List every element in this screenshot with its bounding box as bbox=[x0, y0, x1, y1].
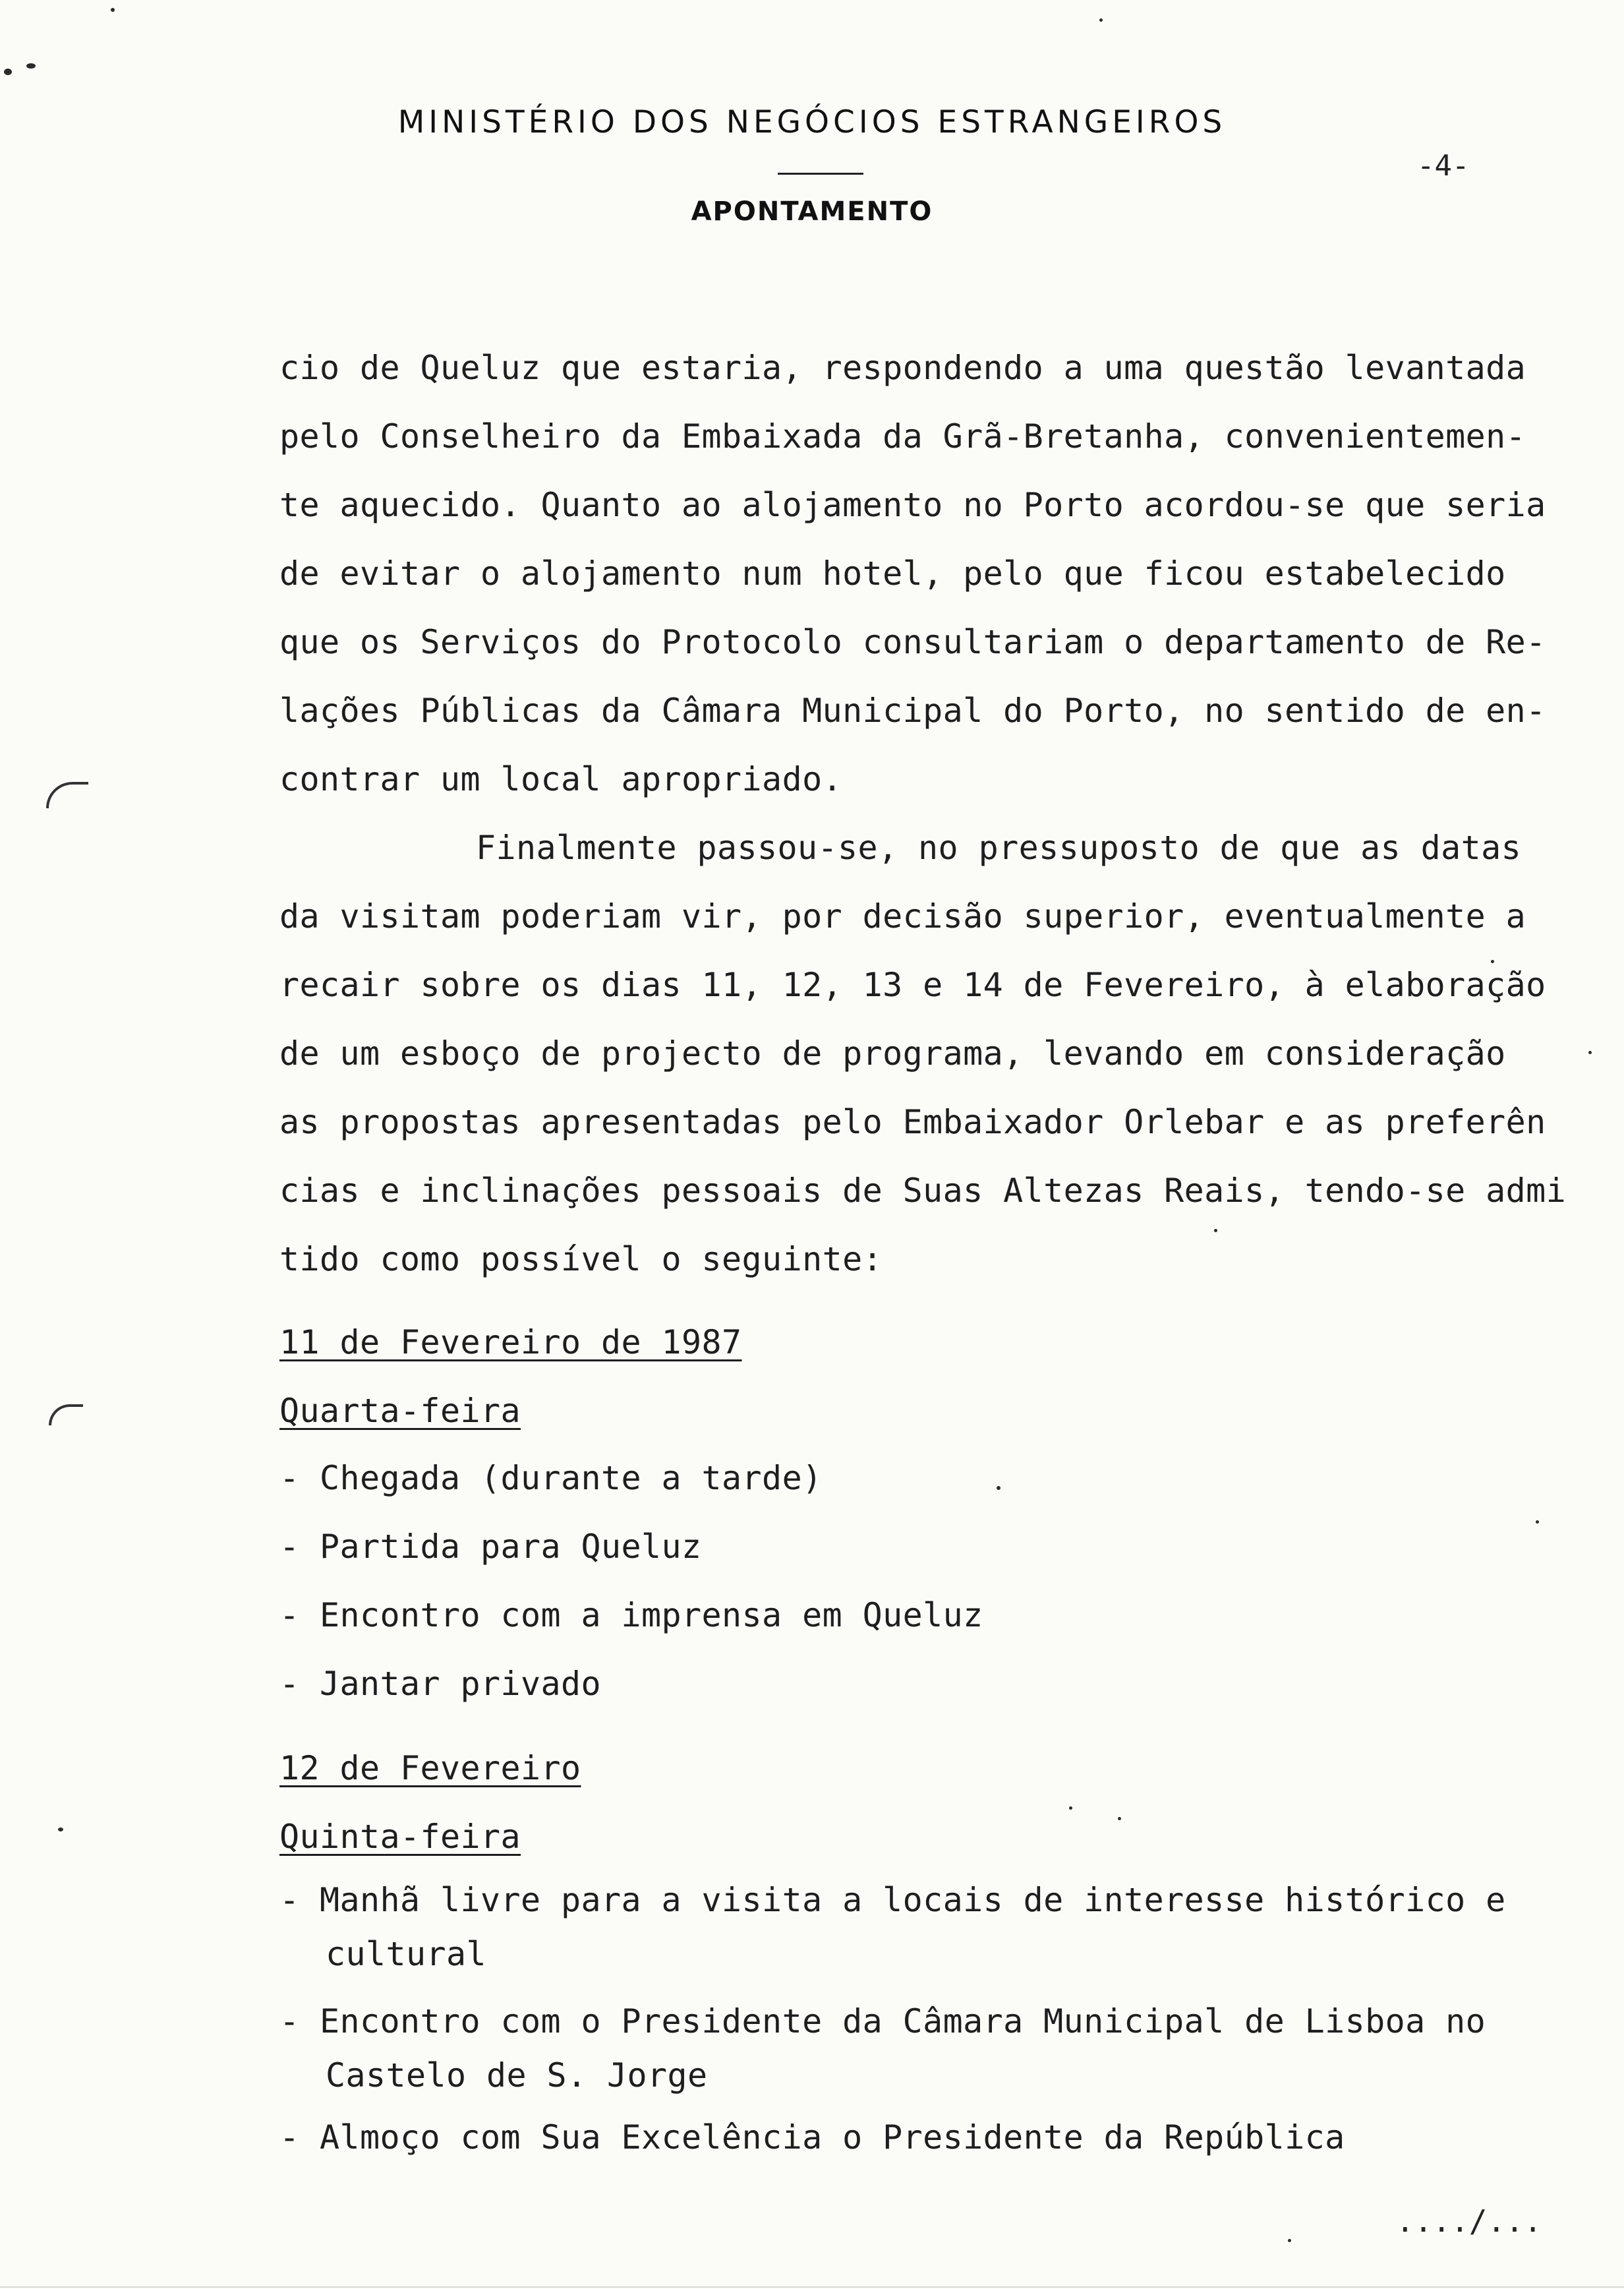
scan-mark bbox=[49, 1404, 83, 1425]
scan-speck bbox=[1069, 1806, 1072, 1810]
scan-speck bbox=[1491, 960, 1494, 963]
schedule-weekday: Quarta-feira bbox=[279, 1392, 521, 1430]
body-line: pelo Conselheiro da Embaixada da Grã-Bretanha, convenientemen- bbox=[279, 417, 1526, 456]
schedule-item-continued: Castelo de S. Jorge bbox=[326, 2056, 708, 2095]
schedule-date: 12 de Fevereiro bbox=[279, 1749, 581, 1787]
body-line: de um esboço de projecto de programa, levando em consideração bbox=[279, 1034, 1506, 1073]
body-line: Finalmente passou-se, no pressuposto de que as datas bbox=[476, 829, 1522, 867]
body-line: da visitam poderiam vir, por decisão superior, eventualmente a bbox=[279, 897, 1526, 936]
schedule-item: - Almoço com Sua Excelência o Presidente da República bbox=[279, 2118, 1345, 2156]
page-number: -4- bbox=[1417, 149, 1470, 183]
schedule-item: - Chegada (durante a tarde) bbox=[279, 1459, 823, 1497]
body-line: tido como possível o seguinte: bbox=[279, 1240, 883, 1278]
scan-speck bbox=[58, 1828, 63, 1831]
body-line: que os Serviços do Protocolo consultariam o departamento de Re- bbox=[279, 623, 1546, 661]
schedule-item: - Encontro com a imprensa em Queluz bbox=[279, 1596, 983, 1634]
scan-speck bbox=[26, 63, 36, 69]
body-line: recair sobre os dias 11, 12, 13 e 14 de Fevereiro, à elaboração bbox=[279, 966, 1546, 1004]
scan-speck bbox=[1214, 1229, 1217, 1232]
schedule-item: - Jantar privado bbox=[279, 1665, 602, 1703]
body-line: cias e inclinações pessoais de Suas Altezas Reais, tendo-se admi bbox=[279, 1172, 1567, 1210]
continuation-mark: ..../... bbox=[1396, 2203, 1542, 2239]
document-subtitle: APONTAMENTO bbox=[691, 196, 933, 227]
scan-mark bbox=[46, 782, 88, 808]
body-line: cio de Queluz que estaria, respondendo a uma questão levantada bbox=[279, 349, 1526, 387]
body-line: te aquecido. Quanto ao alojamento no Porto acordou-se que seria bbox=[279, 486, 1546, 524]
schedule-item: - Encontro com o Presidente da Câmara Municipal de Lisboa no bbox=[279, 2002, 1486, 2040]
schedule-date: 11 de Fevereiro de 1987 bbox=[279, 1323, 742, 1361]
scan-speck bbox=[1288, 2239, 1291, 2242]
scan-speck bbox=[1118, 1817, 1121, 1820]
body-line: de evitar o alojamento num hotel, pelo que ficou estabelecido bbox=[279, 554, 1506, 593]
scan-speck bbox=[111, 8, 115, 12]
schedule-item-continued: cultural bbox=[326, 1935, 487, 1973]
schedule-item: - Partida para Queluz bbox=[279, 1528, 702, 1566]
body-line: lações Públicas da Câmara Municipal do Porto, no sentido de en- bbox=[279, 692, 1546, 730]
header-rule bbox=[778, 173, 863, 175]
scan-speck bbox=[1588, 1051, 1592, 1054]
page-edge bbox=[0, 2286, 1624, 2288]
schedule-item: - Manhã livre para a visita a locais de interesse histórico e bbox=[279, 1881, 1506, 1919]
scan-speck bbox=[4, 69, 12, 75]
body-line: as propostas apresentadas pelo Embaixador Orlebar e as preferên bbox=[279, 1103, 1546, 1141]
scan-speck bbox=[997, 1486, 1000, 1490]
body-line: contrar um local apropriado. bbox=[279, 760, 843, 798]
ministry-header: MINISTÉRIO DOS NEGÓCIOS ESTRANGEIROS bbox=[397, 104, 1227, 140]
schedule-weekday: Quinta-feira bbox=[279, 1818, 521, 1856]
scan-speck bbox=[1536, 1520, 1539, 1524]
scan-speck bbox=[1099, 18, 1103, 22]
